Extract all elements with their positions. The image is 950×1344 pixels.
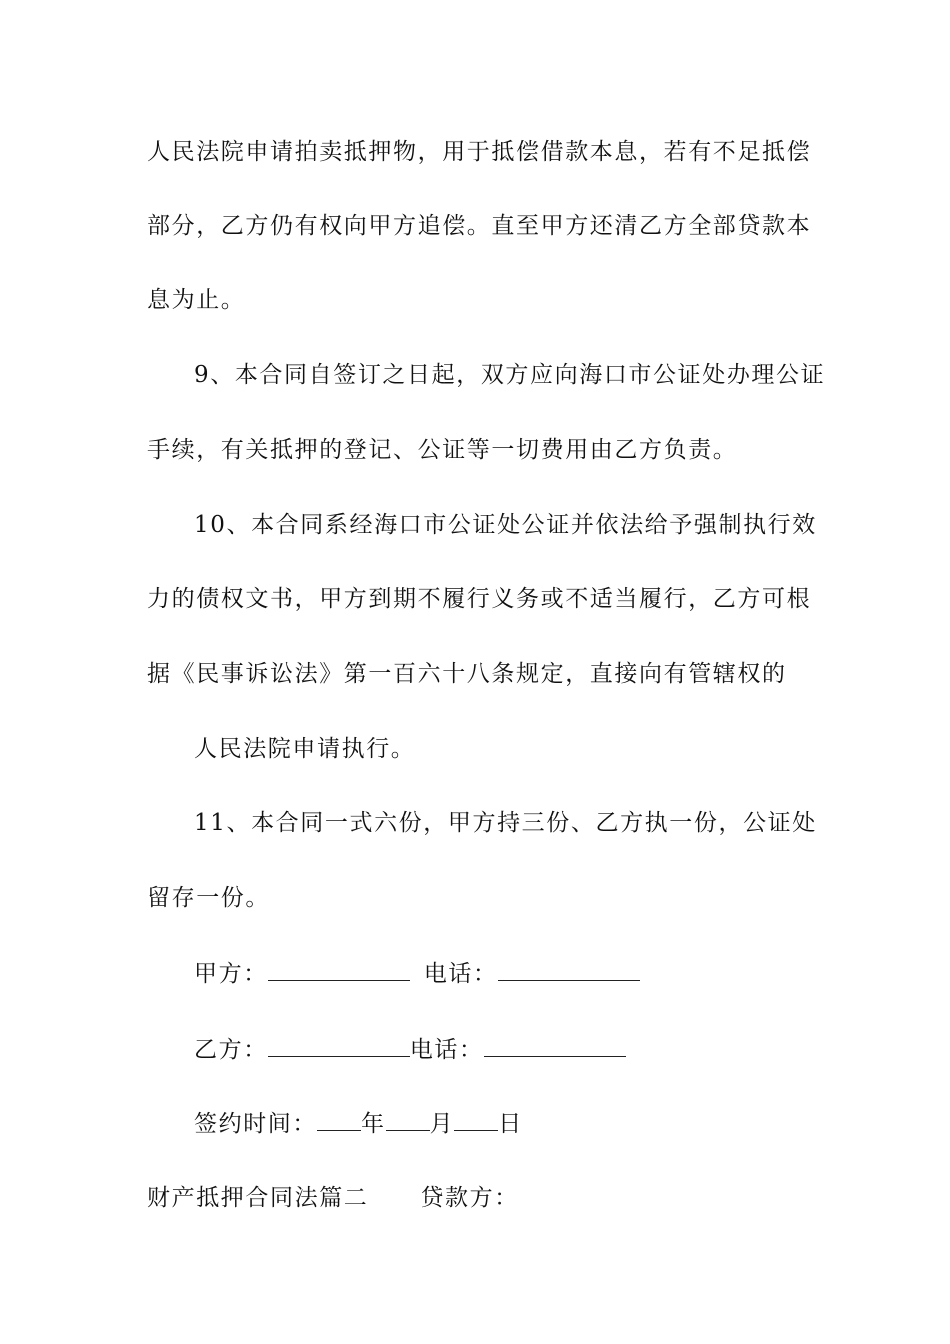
party-a-phone-blank[interactable] — [498, 958, 640, 981]
party-b-label: 乙方： — [194, 1037, 268, 1063]
signing-date-line — [194, 1108, 523, 1139]
paragraph-line: 留存一份。 — [147, 885, 270, 911]
paragraph-line: 人民法院申请执行。 — [194, 736, 416, 762]
month-label: 月 — [429, 1111, 455, 1137]
clause-10-line: 10、本合同系经海口市公证处公证并依法给予强制执行效 — [194, 512, 817, 538]
paragraph-line: 手续，有关抵押的登记、公证等一切费用由乙方负责。 — [147, 437, 738, 463]
party-b-phone-blank[interactable] — [484, 1034, 626, 1057]
party-a-blank[interactable] — [268, 958, 410, 981]
clause-11-line: 11、本合同一式六份，甲方持三份、乙方执一份，公证处 — [194, 810, 817, 836]
paragraph-line: 力的债权文书，甲方到期不履行义务或不适当履行，乙方可根 — [147, 586, 812, 612]
paragraph-line: 据《民事诉讼法》第一百六十八条规定，直接向有管辖权的 — [147, 661, 787, 687]
day-label: 日 — [498, 1111, 523, 1137]
paragraph-line: 息为止。 — [147, 287, 246, 313]
year-blank[interactable] — [317, 1108, 361, 1131]
party-b-signature-line — [194, 1034, 626, 1065]
party-a-phone-label: 电话： — [423, 961, 498, 987]
clause-9-line: 9、本合同自签订之日起，双方应向海口市公证处办理公证 — [194, 362, 826, 388]
paragraph-line: 人民法院申请拍卖抵押物，用于抵偿借款本息，若有不足抵偿 — [147, 139, 812, 165]
month-blank[interactable] — [386, 1108, 430, 1131]
date-label: 签约时间： — [194, 1111, 317, 1137]
party-a-signature-line — [194, 958, 640, 989]
day-blank[interactable] — [454, 1108, 498, 1131]
lender-label: 贷款方： — [420, 1185, 519, 1211]
paragraph-line: 部分，乙方仍有权向甲方追偿。直至甲方还清乙方全部贷款本 — [147, 213, 812, 239]
section-heading-line — [147, 1183, 519, 1213]
party-b-blank[interactable] — [268, 1034, 410, 1057]
year-label: 年 — [361, 1111, 386, 1137]
party-a-label: 甲方： — [194, 961, 268, 987]
section-title: 财产抵押合同法篇二 — [147, 1185, 369, 1211]
party-b-phone-label: 电话： — [409, 1037, 484, 1063]
